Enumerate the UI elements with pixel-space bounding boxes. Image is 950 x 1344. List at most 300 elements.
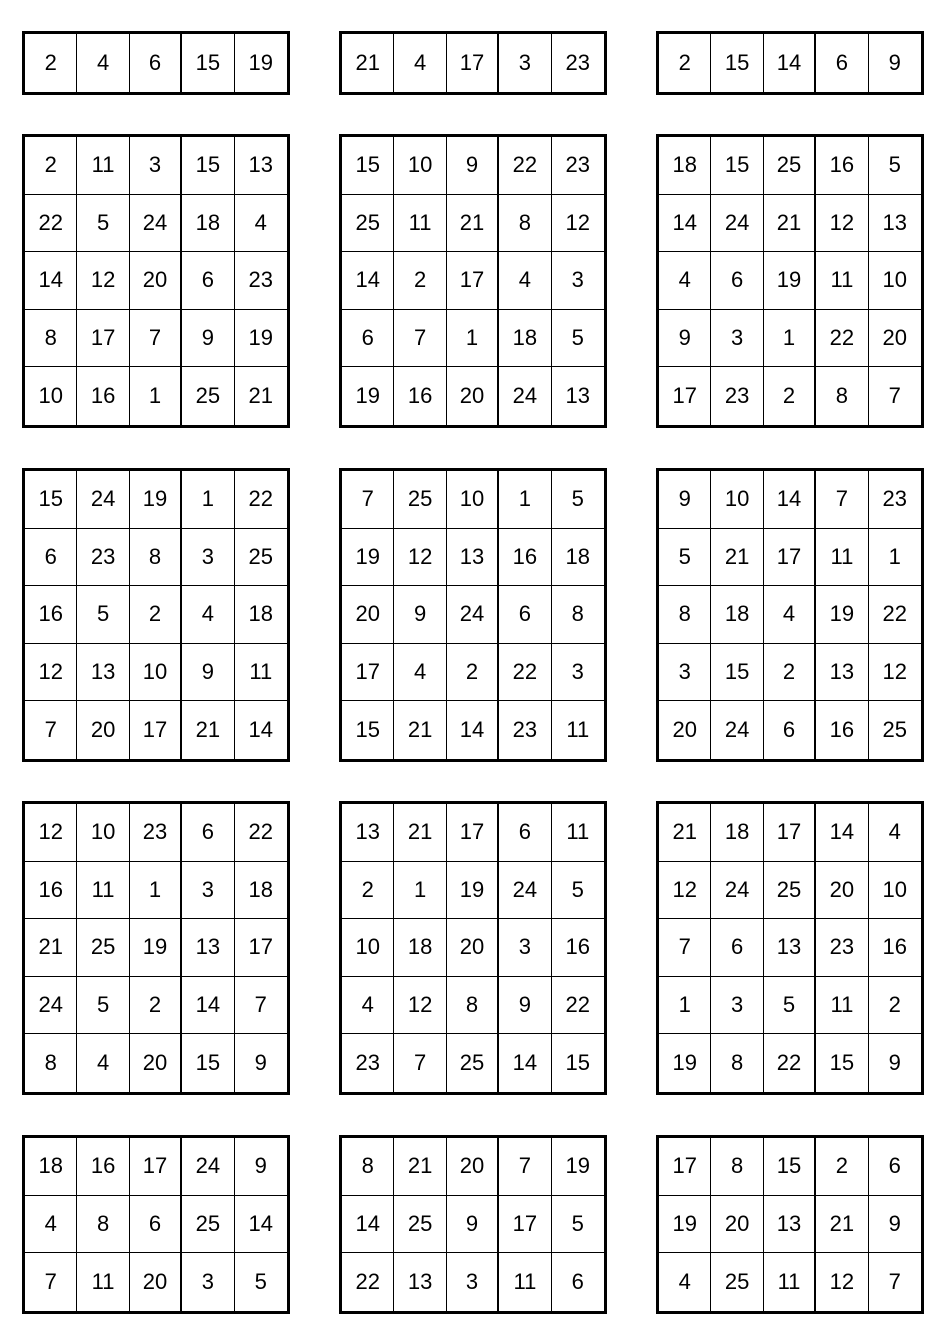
grid-cell: 21 bbox=[447, 195, 499, 253]
grid-cell: 13 bbox=[394, 1253, 446, 1311]
grid-cell: 21 bbox=[25, 919, 77, 977]
grid-cell: 11 bbox=[816, 252, 868, 310]
grid-cell: 17 bbox=[659, 1138, 711, 1196]
grid-cell: 9 bbox=[888, 49, 901, 75]
grid-cell: 13 bbox=[447, 529, 499, 587]
grid-cell: 16 bbox=[77, 367, 129, 425]
grid-cell: 2 bbox=[869, 977, 921, 1035]
grid-cell: 16 bbox=[816, 701, 868, 759]
grid-cell: 24 bbox=[182, 1138, 234, 1196]
grid-cell: 20 bbox=[130, 1253, 182, 1311]
grid-cell: 13 bbox=[182, 919, 234, 977]
grid-cell: 18 bbox=[711, 804, 763, 862]
grid-cell: 14 bbox=[248, 717, 274, 743]
grid-cell: 21 bbox=[764, 195, 816, 253]
grid-cell: 24 bbox=[499, 862, 551, 920]
grid-cell: 10 bbox=[869, 862, 921, 920]
number-grid bbox=[22, 801, 290, 1095]
grid-cell: 9 bbox=[235, 1138, 287, 1196]
grid-cell: 7 bbox=[499, 1138, 551, 1196]
grid-cell: 12 bbox=[77, 252, 129, 310]
grid-cell: 5 bbox=[552, 862, 604, 920]
number-grid bbox=[656, 1135, 924, 1314]
grid-cell: 25 bbox=[182, 1196, 234, 1254]
number-grid bbox=[339, 134, 607, 428]
grid-cell: 5 bbox=[77, 977, 129, 1035]
grid-cell: 22 bbox=[816, 310, 868, 368]
grid-cell: 20 bbox=[447, 367, 499, 425]
grid-cell: 16 bbox=[25, 586, 77, 644]
grid-cell: 20 bbox=[342, 586, 394, 644]
grid-cell: 9 bbox=[447, 137, 499, 195]
grid-cell: 16 bbox=[77, 1138, 129, 1196]
grid-cell: 21 bbox=[182, 701, 234, 759]
grid-cell: 14 bbox=[25, 252, 77, 310]
grid-cell: 24 bbox=[447, 586, 499, 644]
grid-cell: 18 bbox=[552, 529, 604, 587]
grid-cell: 11 bbox=[499, 1253, 551, 1311]
grid-cell: 8 bbox=[342, 1138, 394, 1196]
grid-cell: 2 bbox=[342, 862, 394, 920]
grid-cell: 4 bbox=[659, 252, 711, 310]
grid-cell: 7 bbox=[394, 1034, 446, 1092]
grid-cell: 13 bbox=[565, 383, 591, 409]
grid-cell: 25 bbox=[77, 919, 129, 977]
grid-cell: 10 bbox=[394, 137, 446, 195]
grid-cell: 15 bbox=[25, 471, 77, 529]
grid-cell: 21 bbox=[659, 804, 711, 862]
number-grid bbox=[656, 31, 924, 95]
grid-cell: 16 bbox=[394, 367, 446, 425]
grid-cell: 21 bbox=[394, 1138, 446, 1196]
grid-cell: 12 bbox=[552, 195, 604, 253]
grid-cell: 10 bbox=[711, 471, 763, 529]
number-grid bbox=[339, 31, 607, 95]
grid-cell: 17 bbox=[342, 644, 394, 702]
grid-cell: 19 bbox=[235, 310, 287, 368]
grid-cell: 4 bbox=[25, 1196, 77, 1254]
grid-cell: 8 bbox=[77, 1196, 129, 1254]
grid-cell: 13 bbox=[869, 195, 921, 253]
grid-cell: 12 bbox=[394, 977, 446, 1035]
grid-cell: 16 bbox=[499, 529, 551, 587]
grid-cell: 25 bbox=[764, 862, 816, 920]
grid-cell: 9 bbox=[659, 310, 711, 368]
grid-cell: 14 bbox=[447, 701, 499, 759]
grid-cell: 12 bbox=[25, 804, 77, 862]
grid-cell: 2 bbox=[130, 586, 182, 644]
grid-cell: 3 bbox=[447, 1253, 499, 1311]
grid-cell: 25 bbox=[882, 717, 908, 743]
grid-cell: 14 bbox=[499, 1034, 551, 1092]
grid-cell: 17 bbox=[130, 701, 182, 759]
grid-cell: 25 bbox=[182, 367, 234, 425]
grid-cell: 10 bbox=[447, 471, 499, 529]
grid-cell: 4 bbox=[235, 195, 287, 253]
grid-cell: 7 bbox=[659, 919, 711, 977]
grid-cell: 17 bbox=[499, 1196, 551, 1254]
grid-cell: 14 bbox=[235, 1196, 287, 1254]
grid-cell: 5 bbox=[869, 137, 921, 195]
grid-cell: 25 bbox=[447, 1034, 499, 1092]
grid-cell: 7 bbox=[342, 471, 394, 529]
grid-cell: 3 bbox=[711, 977, 763, 1035]
grid-cell: 22 bbox=[235, 804, 287, 862]
grid-cell: 4 bbox=[394, 34, 446, 92]
grid-cell: 24 bbox=[711, 862, 763, 920]
grid-cell: 12 bbox=[394, 529, 446, 587]
grid-cell: 22 bbox=[499, 137, 551, 195]
grid-cell: 11 bbox=[77, 1253, 129, 1311]
grid-cell: 22 bbox=[342, 1253, 394, 1311]
grid-cell: 11 bbox=[552, 804, 604, 862]
grid-cell: 4 bbox=[77, 1034, 129, 1092]
grid-cell: 7 bbox=[235, 977, 287, 1035]
grid-cell: 25 bbox=[235, 529, 287, 587]
grid-cell: 23 bbox=[869, 471, 921, 529]
grid-cell: 23 bbox=[711, 367, 763, 425]
grid-cell: 21 bbox=[248, 383, 274, 409]
grid-cell: 22 bbox=[552, 977, 604, 1035]
number-grid bbox=[656, 134, 924, 428]
grid-cell: 17 bbox=[447, 252, 499, 310]
grid-cell: 16 bbox=[816, 137, 868, 195]
grid-cell: 17 bbox=[447, 804, 499, 862]
grid-cell: 19 bbox=[248, 49, 274, 75]
grid-cell: 1 bbox=[869, 529, 921, 587]
grid-cell: 9 bbox=[182, 644, 234, 702]
grid-cell: 21 bbox=[711, 529, 763, 587]
grid-cell: 18 bbox=[235, 586, 287, 644]
grid-cell: 6 bbox=[869, 1138, 921, 1196]
grid-cell: 3 bbox=[182, 1253, 234, 1311]
grid-cell: 24 bbox=[711, 701, 763, 759]
grid-cell: 13 bbox=[235, 137, 287, 195]
grid-cell: 23 bbox=[77, 529, 129, 587]
grid-cell: 15 bbox=[711, 34, 763, 92]
grid-cell: 13 bbox=[816, 644, 868, 702]
grid-cell: 8 bbox=[447, 977, 499, 1035]
grid-cell: 12 bbox=[25, 644, 77, 702]
number-grid bbox=[656, 468, 924, 762]
grid-cell: 10 bbox=[342, 919, 394, 977]
grid-cell: 17 bbox=[235, 919, 287, 977]
grid-cell: 1 bbox=[499, 471, 551, 529]
grid-cell: 15 bbox=[182, 137, 234, 195]
grid-cell: 3 bbox=[182, 529, 234, 587]
grid-cell: 6 bbox=[25, 529, 77, 587]
grid-cell: 3 bbox=[659, 644, 711, 702]
grid-cell: 18 bbox=[711, 586, 763, 644]
grid-cell: 4 bbox=[659, 1253, 711, 1311]
grid-cell: 2 bbox=[25, 137, 77, 195]
grid-cell: 9 bbox=[182, 310, 234, 368]
grid-cell: 19 bbox=[764, 252, 816, 310]
grid-cell: 24 bbox=[711, 195, 763, 253]
number-grid bbox=[339, 468, 607, 762]
grid-cell: 15 bbox=[342, 137, 394, 195]
grid-cell: 11 bbox=[77, 137, 129, 195]
grid-cell: 2 bbox=[659, 34, 711, 92]
grid-cell: 1 bbox=[659, 977, 711, 1035]
grid-cell: 3 bbox=[552, 644, 604, 702]
grid-cell: 8 bbox=[659, 586, 711, 644]
grid-cell: 9 bbox=[869, 1196, 921, 1254]
grid-cell: 24 bbox=[77, 471, 129, 529]
grid-cell: 14 bbox=[342, 252, 394, 310]
grid-cell: 2 bbox=[764, 644, 816, 702]
grid-cell: 23 bbox=[499, 701, 551, 759]
grid-cell: 12 bbox=[869, 644, 921, 702]
grid-cell: 5 bbox=[552, 310, 604, 368]
grid-cell: 5 bbox=[254, 1268, 267, 1294]
grid-cell: 8 bbox=[711, 1138, 763, 1196]
grid-cell: 1 bbox=[182, 471, 234, 529]
grid-cell: 21 bbox=[394, 804, 446, 862]
grid-cell: 13 bbox=[764, 919, 816, 977]
grid-cell: 21 bbox=[342, 34, 394, 92]
grid-cell: 17 bbox=[130, 1138, 182, 1196]
grid-cell: 2 bbox=[394, 252, 446, 310]
grid-cell: 1 bbox=[394, 862, 446, 920]
grid-cell: 14 bbox=[182, 977, 234, 1035]
grid-cell: 15 bbox=[711, 644, 763, 702]
grid-cell: 7 bbox=[25, 1253, 77, 1311]
grid-cell: 5 bbox=[552, 1196, 604, 1254]
grid-cell: 17 bbox=[77, 310, 129, 368]
grid-cell: 23 bbox=[342, 1034, 394, 1092]
grid-cell: 6 bbox=[711, 252, 763, 310]
grid-cell: 8 bbox=[499, 195, 551, 253]
grid-cell: 12 bbox=[816, 195, 868, 253]
grid-cell: 15 bbox=[816, 1034, 868, 1092]
grid-cell: 4 bbox=[499, 252, 551, 310]
grid-cell: 18 bbox=[499, 310, 551, 368]
grid-cell: 17 bbox=[447, 34, 499, 92]
grid-cell: 3 bbox=[499, 34, 551, 92]
grid-cell: 22 bbox=[869, 586, 921, 644]
grid-cell: 3 bbox=[499, 919, 551, 977]
grid-cell: 14 bbox=[764, 471, 816, 529]
number-grid bbox=[22, 468, 290, 762]
grid-cell: 4 bbox=[764, 586, 816, 644]
grid-cell: 4 bbox=[394, 644, 446, 702]
grid-cell: 3 bbox=[552, 252, 604, 310]
grid-cell: 6 bbox=[130, 1196, 182, 1254]
grid-cell: 25 bbox=[342, 195, 394, 253]
grid-cell: 15 bbox=[764, 1138, 816, 1196]
grid-cell: 2 bbox=[447, 644, 499, 702]
grid-cell: 9 bbox=[394, 586, 446, 644]
grid-cell: 14 bbox=[659, 195, 711, 253]
grid-cell: 20 bbox=[77, 701, 129, 759]
grid-cell: 22 bbox=[499, 644, 551, 702]
grid-cell: 5 bbox=[77, 195, 129, 253]
grid-cell: 23 bbox=[130, 804, 182, 862]
grid-cell: 18 bbox=[659, 137, 711, 195]
grid-cell: 5 bbox=[552, 471, 604, 529]
grid-cell: 12 bbox=[659, 862, 711, 920]
grid-cell: 6 bbox=[499, 804, 551, 862]
grid-cell: 7 bbox=[888, 383, 901, 409]
grid-cell: 2 bbox=[816, 1138, 868, 1196]
grid-cell: 6 bbox=[182, 252, 234, 310]
grid-cell: 20 bbox=[447, 1138, 499, 1196]
grid-cell: 4 bbox=[182, 586, 234, 644]
grid-cell: 18 bbox=[182, 195, 234, 253]
grid-cell: 10 bbox=[25, 367, 77, 425]
number-grid bbox=[339, 801, 607, 1095]
grid-cell: 4 bbox=[77, 34, 129, 92]
grid-cell: 18 bbox=[25, 1138, 77, 1196]
number-grid bbox=[22, 1135, 290, 1314]
grid-cell: 21 bbox=[816, 1196, 868, 1254]
number-grid bbox=[339, 1135, 607, 1314]
grid-cell: 10 bbox=[869, 252, 921, 310]
grid-cell: 8 bbox=[711, 1034, 763, 1092]
grid-cell: 19 bbox=[130, 919, 182, 977]
grid-cell: 16 bbox=[552, 919, 604, 977]
grid-cell: 20 bbox=[816, 862, 868, 920]
grid-cell: 20 bbox=[130, 252, 182, 310]
grid-cell: 25 bbox=[394, 471, 446, 529]
grid-cell: 11 bbox=[816, 977, 868, 1035]
grid-cell: 3 bbox=[182, 862, 234, 920]
grid-cell: 12 bbox=[816, 1253, 868, 1311]
grid-cell: 19 bbox=[342, 529, 394, 587]
grid-cell: 8 bbox=[25, 1034, 77, 1092]
grid-cell: 22 bbox=[764, 1034, 816, 1092]
grid-cell: 24 bbox=[499, 367, 551, 425]
grid-cell: 19 bbox=[659, 1034, 711, 1092]
grid-cell: 5 bbox=[77, 586, 129, 644]
grid-cell: 20 bbox=[130, 1034, 182, 1092]
grid-cell: 1 bbox=[130, 367, 182, 425]
grid-cell: 20 bbox=[659, 701, 711, 759]
grid-cell: 19 bbox=[342, 367, 394, 425]
grid-cell: 16 bbox=[25, 862, 77, 920]
grid-cell: 20 bbox=[447, 919, 499, 977]
number-grid bbox=[22, 31, 290, 95]
grid-cell: 20 bbox=[869, 310, 921, 368]
grid-cell: 1 bbox=[447, 310, 499, 368]
grid-cell: 7 bbox=[888, 1268, 901, 1294]
grid-cell: 7 bbox=[816, 471, 868, 529]
grid-cell: 23 bbox=[552, 137, 604, 195]
grid-cell: 11 bbox=[77, 862, 129, 920]
grid-cell: 13 bbox=[764, 1196, 816, 1254]
grid-cell: 6 bbox=[816, 34, 868, 92]
grid-cell: 6 bbox=[571, 1268, 584, 1294]
grid-cell: 8 bbox=[130, 529, 182, 587]
grid-cell: 9 bbox=[447, 1196, 499, 1254]
grid-cell: 21 bbox=[394, 701, 446, 759]
grid-cell: 19 bbox=[552, 1138, 604, 1196]
grid-cell: 17 bbox=[764, 529, 816, 587]
grid-cell: 16 bbox=[869, 919, 921, 977]
grid-cell: 3 bbox=[130, 137, 182, 195]
grid-cell: 2 bbox=[25, 34, 77, 92]
grid-cell: 11 bbox=[566, 717, 590, 743]
grid-cell: 6 bbox=[130, 34, 182, 92]
grid-cell: 8 bbox=[552, 586, 604, 644]
number-grid bbox=[656, 801, 924, 1095]
grid-cell: 14 bbox=[764, 34, 816, 92]
grid-cell: 8 bbox=[816, 367, 868, 425]
grid-cell: 13 bbox=[342, 804, 394, 862]
grid-cell: 11 bbox=[816, 529, 868, 587]
grid-cell: 4 bbox=[869, 804, 921, 862]
grid-cell: 6 bbox=[764, 701, 816, 759]
grid-cell: 7 bbox=[130, 310, 182, 368]
grid-cell: 25 bbox=[394, 1196, 446, 1254]
grid-cell: 11 bbox=[235, 644, 287, 702]
grid-cell: 23 bbox=[816, 919, 868, 977]
grid-cell: 10 bbox=[77, 804, 129, 862]
grid-cell: 18 bbox=[394, 919, 446, 977]
grid-cell: 19 bbox=[130, 471, 182, 529]
grid-cell: 15 bbox=[711, 137, 763, 195]
grid-cell: 9 bbox=[888, 1050, 901, 1076]
grid-cell: 22 bbox=[25, 195, 77, 253]
grid-cell: 24 bbox=[130, 195, 182, 253]
grid-cell: 17 bbox=[764, 804, 816, 862]
grid-cell: 4 bbox=[342, 977, 394, 1035]
grid-cell: 6 bbox=[499, 586, 551, 644]
grid-cell: 6 bbox=[711, 919, 763, 977]
grid-cell: 1 bbox=[764, 310, 816, 368]
grid-cell: 11 bbox=[764, 1253, 816, 1311]
grid-cell: 6 bbox=[342, 310, 394, 368]
grid-cell: 15 bbox=[565, 1050, 591, 1076]
grid-cell: 13 bbox=[77, 644, 129, 702]
grid-cell: 7 bbox=[394, 310, 446, 368]
grid-cell: 25 bbox=[764, 137, 816, 195]
grid-cell: 24 bbox=[25, 977, 77, 1035]
grid-cell: 6 bbox=[182, 804, 234, 862]
grid-cell: 5 bbox=[764, 977, 816, 1035]
grid-cell: 8 bbox=[25, 310, 77, 368]
number-grid bbox=[22, 134, 290, 428]
grid-cell: 19 bbox=[447, 862, 499, 920]
grid-cell: 1 bbox=[130, 862, 182, 920]
grid-cell: 17 bbox=[659, 367, 711, 425]
grid-cell: 15 bbox=[182, 1034, 234, 1092]
grid-cell: 22 bbox=[235, 471, 287, 529]
grid-cell: 14 bbox=[342, 1196, 394, 1254]
grid-cell: 15 bbox=[342, 701, 394, 759]
grid-cell: 23 bbox=[235, 252, 287, 310]
grid-cell: 2 bbox=[764, 367, 816, 425]
grid-cell: 25 bbox=[711, 1253, 763, 1311]
grid-cell: 20 bbox=[711, 1196, 763, 1254]
grid-cell: 9 bbox=[254, 1050, 267, 1076]
grid-cell: 2 bbox=[130, 977, 182, 1035]
grid-cell: 9 bbox=[499, 977, 551, 1035]
grid-cell: 3 bbox=[711, 310, 763, 368]
grid-cell: 23 bbox=[565, 49, 591, 75]
grid-cell: 5 bbox=[659, 529, 711, 587]
grid-cell: 15 bbox=[182, 34, 234, 92]
grid-cell: 18 bbox=[235, 862, 287, 920]
grid-cell: 9 bbox=[659, 471, 711, 529]
grid-cell: 19 bbox=[816, 586, 868, 644]
grid-cell: 19 bbox=[659, 1196, 711, 1254]
grid-cell: 14 bbox=[816, 804, 868, 862]
grid-cell: 7 bbox=[25, 701, 77, 759]
grid-cell: 11 bbox=[394, 195, 446, 253]
grid-cell: 10 bbox=[130, 644, 182, 702]
